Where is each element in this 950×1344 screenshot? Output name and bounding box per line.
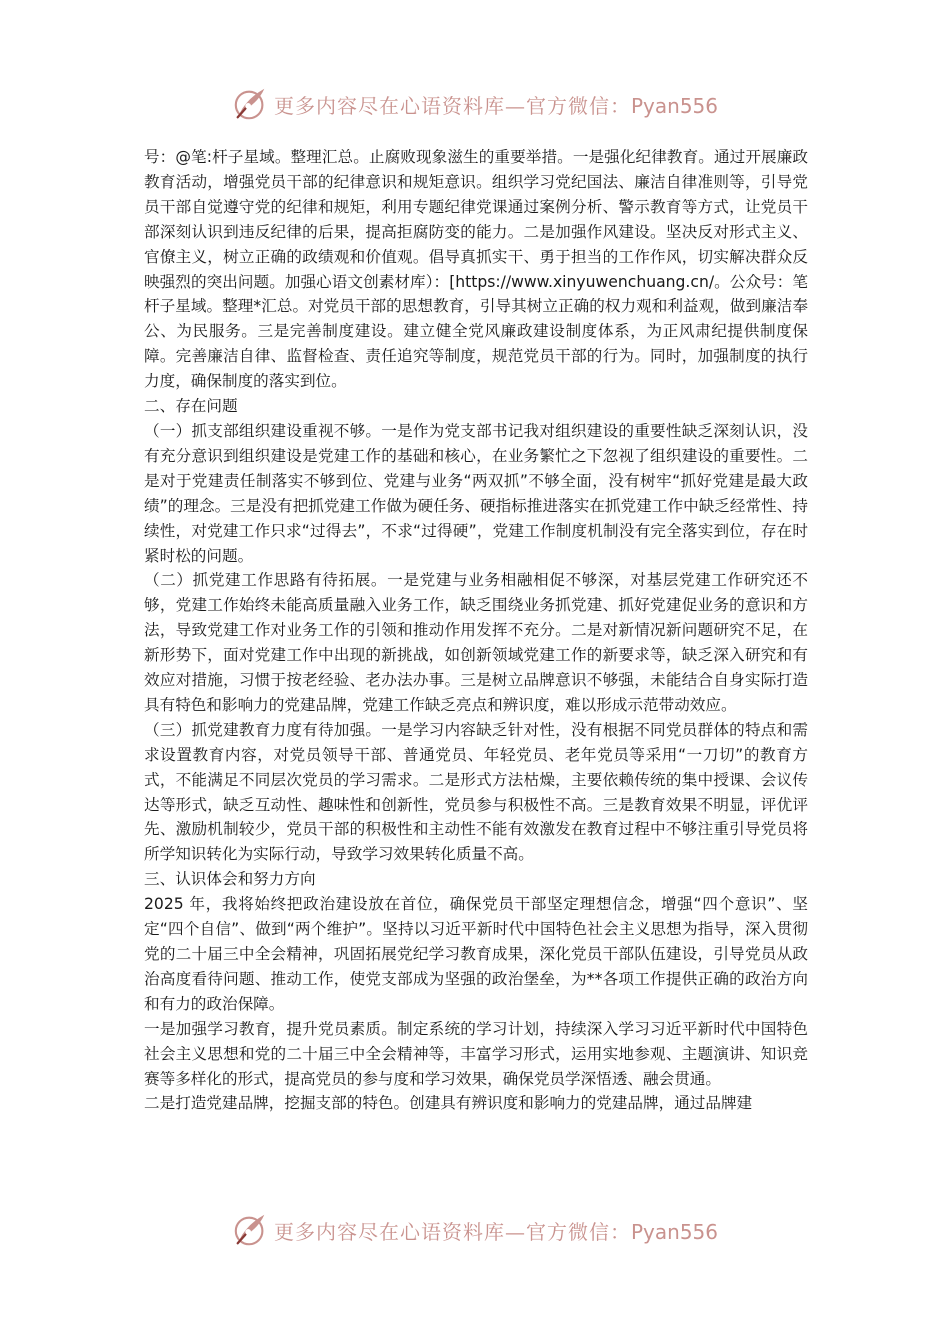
footer-watermark-banner (0, 1208, 950, 1252)
header-watermark-banner (0, 82, 950, 126)
paragraph: 一是加强学习教育，提升党员素质。制定系统的学习计划，持续深入学习习近平新时代中国特色社会主义思想和党的二十届三中全会精神等，丰富学习形式，运用实地参观、主题演讲、知识竞赛等多样化的形式，提高党员的参与度和学习效果，确保党员学深悟透、融会贯通。 (144, 1019, 808, 1088)
paragraph: 号：@笔:杆子星域。整理汇总。止腐败现象滋生的重要举措。一是强化纪律教育。通过开展廉政教育活动，增强党员干部的纪律意识和规矩意识。组织学习党纪国法、廉洁自律准则等，引导党员干部自觉遵守党的纪律和规矩，利用专题纪律党课通过案例分析、警示教育等方式，让党员干部深刻认识到违反纪律的后果，提高拒腐防变的能力。二是加强作风建设。坚决反对形式主义、官僚主义，树立正确的政绩观和价值观。倡导真抓实干、勇于担当的工作作风，切实解决群众反映强烈的突出问题。加强心语文创素材库）：[https://www.xinyuwenchuang.cn/。公众号：笔杆子星域。整理*汇总。对党员干部的思想教育，引导其树立正确的权力观和利益观，做到廉洁奉公、为民服务。三是完善制度建设。建立健全党风廉政建设制度体系，为正风肃纪提供制度保障。完善廉洁自律、监督检查、责任追究等制度，规范党员干部的行为。同时，加强制度的执行力度，确保制度的落实到位。 (144, 148, 808, 391)
section-heading: 二、存在问题 (144, 397, 238, 416)
document-body (144, 145, 808, 1116)
paragraph: （三）抓党建教育力度有待加强。一是学习内容缺乏针对性，没有根据不同党员群体的特点和需求设置教育内容，对党员领导干部、普通党员、年轻党员、老年党员等采用“一刀切”的教育方式，不能满足不同层次党员的学习需求。二是形式方法枯燥，主要依赖传统的集中授课、会议传达等形式，缺乏互动性、趣味性和创新性，党员参与积极性不高。三是教育效果不明显，评优评先、激励机制较少，党员干部的积极性和主动性不能有效激发在教育过程中不够注重引导党员将所学知识转化为实际行动，导致学习效果转化质量不高。 (144, 720, 808, 864)
paragraph: （一）抓支部组织建设重视不够。一是作为党支部书记我对组织建设的重要性缺乏深刻认识，没有充分意识到组织建设是党建工作的基础和核心，在业务繁忙之下忽视了组织建设的重要性。二是对于党建责任制落实不够到位、党建与业务“两双抓”不够全面，没有树牢“抓好党建是最大政绩”的理念。三是没有把抓党建工作做为硬任务、硬指标推进落实在抓党建工作中缺乏经常性、持续性，对党建工作只求“过得去”，不求“过得硬”，党建工作制度机制没有完全落实到位，存在时紧时松的问题。 (144, 421, 808, 565)
paragraph: （二）抓党建工作思路有待拓展。一是党建与业务相融相促不够深，对基层党建工作研究还不够，党建工作始终未能高质量融入业务工作，缺乏围绕业务抓党建、抓好党建促业务的意识和方法，导致党建工作对业务工作的引领和推动作用发挥不充分。二是对新情况新问题研究不足，在新形势下，面对党建工作中出现的新挑战，如创新领域党建工作的新要求等，缺乏深入研究和有效应对措施，习惯于按老经验、老办法办事。三是树立品牌意识不够强，未能结合自身实际打造具有特色和影响力的党建品牌，党建工作缺乏亮点和辨识度，难以形成示范带动效应。 (144, 571, 808, 714)
wechat-id: Pyan556 (630, 93, 718, 118)
banner-text: 更多内容尽在心语资料库—官方微信：Pyan556 (273, 1219, 718, 1244)
paragraph: 二是打造党建品牌，挖掘支部的特色。创建具有辨识度和影响力的党建品牌，通过品牌建 (144, 1094, 753, 1113)
section-heading: 三、认识体会和努力方向 (144, 870, 316, 889)
quill-logo-icon (232, 85, 270, 123)
paragraph: 2025 年，我将始终把政治建设放在首位，确保党员干部坚定理想信念，增强“四个意识”、坚定“四个自信”、做到“两个维护”。坚持以习近平新时代中国特色社会主义思想为指导，深入贯彻党的二十届三中全会精神，巩固拓展党纪学习教育成果，深化党员干部队伍建设，引导党员从政治高度看待问题、推动工作，使党支部成为坚强的政治堡垒，为**各项工作提供正确的政治方向和有力的政治保障。 (144, 895, 808, 1013)
wechat-id: Pyan556 (630, 1219, 718, 1244)
quill-logo-icon (232, 1211, 270, 1249)
banner-text: 更多内容尽在心语资料库—官方微信：Pyan556 (273, 93, 718, 118)
